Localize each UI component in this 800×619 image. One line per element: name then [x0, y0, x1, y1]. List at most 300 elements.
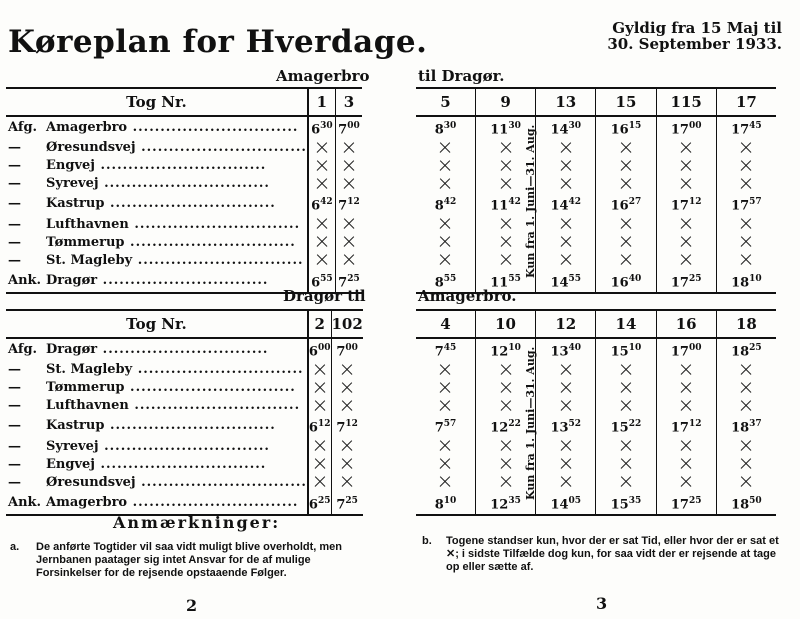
time-cell: [416, 397, 475, 415]
station-name: Øresundsvej: [46, 474, 136, 490]
train-number: 10: [475, 310, 535, 338]
inbound-left-table: [6, 309, 363, 516]
no-time-cross-icon: [560, 160, 572, 172]
station-row: [6, 252, 362, 270]
no-time-cross-icon: [560, 364, 572, 376]
time-cell: [656, 438, 716, 456]
no-time-cross-icon: [740, 400, 752, 412]
no-time-cross-icon: [620, 458, 632, 470]
time-cell: $17^{57}$: [716, 193, 776, 215]
time-cell: [331, 474, 363, 492]
time-cell: [416, 175, 475, 193]
station-row: [416, 193, 776, 215]
no-time-cross-icon: [560, 440, 572, 452]
train-number: 5: [416, 88, 475, 116]
no-time-cross-icon: [680, 254, 692, 266]
leader-dots: ..............................: [132, 362, 304, 378]
no-time-cross-icon: [740, 382, 752, 394]
time-cell: [716, 157, 776, 175]
train-number: 2: [308, 310, 331, 338]
station-prefix: —: [8, 252, 21, 268]
leader-dots: ..............................: [124, 234, 296, 250]
no-time-cross-icon: [560, 142, 572, 154]
no-time-cross-icon: [341, 476, 353, 488]
time-cell: [308, 252, 335, 270]
station-cell: [6, 157, 308, 175]
time-cell: [596, 139, 656, 157]
no-time-cross-icon: [680, 382, 692, 394]
station-row: [416, 234, 776, 252]
time-cell: $6^{30}$: [308, 116, 335, 139]
no-time-cross-icon: [316, 160, 328, 172]
time-cell: [596, 397, 656, 415]
station-cell: [6, 116, 308, 139]
time-cell: [596, 157, 656, 175]
time-cell: [308, 379, 331, 397]
time-cell: [596, 474, 656, 492]
train-number: 15: [596, 88, 656, 116]
time-cell: [536, 379, 596, 397]
station-prefix: —: [8, 474, 21, 490]
no-time-cross-icon: [680, 142, 692, 154]
time-cell: [656, 175, 716, 193]
station-row: [6, 456, 363, 474]
leader-dots: ..............................: [128, 216, 301, 232]
train-number: 1: [308, 88, 335, 116]
time-cell: [416, 361, 475, 379]
time-cell: [416, 456, 475, 474]
no-time-cross-icon: [740, 476, 752, 488]
time-cell: [331, 438, 363, 456]
no-time-cross-icon: [500, 400, 512, 412]
time-cell: [308, 234, 335, 252]
no-time-cross-icon: [439, 178, 451, 190]
time-cell: $17^{25}$: [656, 492, 716, 515]
station-row: [6, 438, 363, 456]
no-time-cross-icon: [439, 382, 451, 394]
station-row: [6, 415, 363, 437]
time-cell: $13^{40}$: [536, 338, 596, 361]
time-cell: [536, 252, 596, 270]
no-time-cross-icon: [500, 254, 512, 266]
time-cell: [716, 397, 776, 415]
time-cell: [536, 139, 596, 157]
time-cell: $8^{55}$: [416, 270, 475, 293]
station-cell: [6, 270, 308, 293]
no-time-cross-icon: [439, 476, 451, 488]
time-cell: [596, 456, 656, 474]
time-cell: [536, 234, 596, 252]
time-cell: $7^{25}$: [331, 492, 363, 515]
time-cell: [596, 438, 656, 456]
time-cell: [596, 175, 656, 193]
time-cell: [716, 252, 776, 270]
no-time-cross-icon: [316, 178, 328, 190]
train-number: 3: [335, 88, 362, 116]
no-time-cross-icon: [343, 236, 355, 248]
no-time-cross-icon: [500, 364, 512, 376]
no-time-cross-icon: [500, 382, 512, 394]
time-cell: [331, 397, 363, 415]
notes-heading: Anmærkninger:: [113, 513, 281, 532]
no-time-cross-icon: [343, 160, 355, 172]
time-cell: [416, 234, 475, 252]
no-time-cross-icon: [620, 476, 632, 488]
time-cell: [536, 157, 596, 175]
station-row: [416, 474, 776, 492]
station-cell: [6, 216, 308, 234]
time-cell: [416, 252, 475, 270]
time-cell: $17^{00}$: [656, 116, 716, 139]
time-cell: [308, 175, 335, 193]
no-time-cross-icon: [680, 236, 692, 248]
time-cell: [416, 216, 475, 234]
leader-dots: ..............................: [124, 380, 296, 396]
time-cell: [536, 438, 596, 456]
station-name: Tømmerup: [46, 380, 125, 396]
time-cell: [308, 438, 331, 456]
time-cell: [416, 379, 475, 397]
time-cell: $17^{25}$: [656, 270, 716, 293]
train-number: 102: [331, 310, 363, 338]
no-time-cross-icon: [343, 178, 355, 190]
time-cell: $12^{35}$: [475, 492, 535, 515]
station-name: Syrevej: [46, 438, 99, 454]
station-cell: [6, 361, 308, 379]
no-time-cross-icon: [680, 458, 692, 470]
time-cell: [335, 216, 362, 234]
station-name: St. Magleby: [46, 362, 133, 378]
time-cell: [656, 456, 716, 474]
time-cell: $6^{25}$: [308, 492, 331, 515]
station-prefix: Afg.: [8, 120, 38, 136]
time-cell: [716, 216, 776, 234]
no-time-cross-icon: [343, 218, 355, 230]
station-row: [416, 379, 776, 397]
station-row: [416, 338, 776, 361]
time-cell: [596, 252, 656, 270]
station-row: [416, 415, 776, 437]
station-cell: [6, 338, 308, 361]
time-cell: $11^{55}$: [475, 270, 535, 293]
no-time-cross-icon: [680, 440, 692, 452]
time-cell: [716, 438, 776, 456]
station-row: [6, 397, 363, 415]
leader-dots: ..............................: [94, 158, 267, 174]
note-a-marker: a.: [10, 541, 20, 553]
time-cell: [335, 252, 362, 270]
leader-dots: ..............................: [97, 342, 269, 358]
station-row: [416, 492, 776, 515]
leader-dots: ..............................: [127, 120, 299, 136]
no-time-cross-icon: [341, 382, 353, 394]
time-cell: [536, 175, 596, 193]
station-name: Lufthavnen: [46, 398, 129, 414]
vertical-note-outbound: Kun fra 1. Juni—31. Aug.: [524, 124, 537, 278]
station-row: [6, 175, 362, 193]
station-prefix: Ank.: [8, 272, 42, 288]
no-time-cross-icon: [680, 218, 692, 230]
station-name: Øresundsvej: [46, 140, 136, 156]
no-time-cross-icon: [500, 458, 512, 470]
station-row: [6, 157, 362, 175]
no-time-cross-icon: [500, 236, 512, 248]
station-name: Amagerbro: [46, 120, 128, 136]
no-time-cross-icon: [314, 382, 326, 394]
inbound-right-table: [416, 309, 776, 516]
station-row: [416, 252, 776, 270]
time-cell: $17^{45}$: [716, 116, 776, 139]
no-time-cross-icon: [740, 458, 752, 470]
time-cell: [308, 397, 331, 415]
time-cell: [716, 175, 776, 193]
station-row: [416, 438, 776, 456]
no-time-cross-icon: [620, 142, 632, 154]
no-time-cross-icon: [560, 476, 572, 488]
no-time-cross-icon: [740, 142, 752, 154]
time-cell: $11^{42}$: [475, 193, 535, 215]
note-b-marker: b.: [422, 535, 432, 547]
station-prefix: —: [8, 456, 21, 472]
leader-dots: ..............................: [98, 176, 270, 192]
leader-dots: ..............................: [97, 272, 269, 288]
time-cell: $15^{10}$: [596, 338, 656, 361]
time-cell: $7^{12}$: [335, 193, 362, 215]
time-cell: $18^{50}$: [716, 492, 776, 515]
time-cell: [536, 397, 596, 415]
station-row: [6, 234, 362, 252]
validity-line-1: Gyldig fra 15 Maj til: [612, 19, 782, 37]
time-cell: [716, 139, 776, 157]
time-cell: [536, 456, 596, 474]
train-number: 14: [596, 310, 656, 338]
no-time-cross-icon: [316, 254, 328, 266]
time-cell: $14^{30}$: [536, 116, 596, 139]
time-cell: [716, 234, 776, 252]
time-cell: $16^{40}$: [596, 270, 656, 293]
time-cell: [596, 216, 656, 234]
time-cell: $17^{00}$: [656, 338, 716, 361]
time-cell: $6^{00}$: [308, 338, 331, 361]
station-prefix: —: [8, 140, 21, 156]
train-number: 16: [656, 310, 716, 338]
station-prefix: —: [8, 196, 21, 212]
time-cell: [656, 252, 716, 270]
time-cell: $11^{30}$: [475, 116, 535, 139]
time-cell: $15^{35}$: [596, 492, 656, 515]
note-a-text: De anførte Togtider vil saa vidt muligt blive overholdt, men Jernbanen paatager sig intet Ansvar for de af mulige Forsinkelser for de rejsende opstaaende Følger.: [36, 541, 343, 579]
no-time-cross-icon: [740, 178, 752, 190]
no-time-cross-icon: [620, 440, 632, 452]
no-time-cross-icon: [439, 254, 451, 266]
train-number: 13: [536, 88, 596, 116]
station-name: Dragør: [46, 342, 98, 358]
time-cell: [308, 474, 331, 492]
station-cell: [6, 456, 308, 474]
no-time-cross-icon: [560, 400, 572, 412]
time-cell: [656, 361, 716, 379]
train-number: 115: [656, 88, 716, 116]
station-row: [6, 116, 362, 139]
no-time-cross-icon: [620, 400, 632, 412]
no-time-cross-icon: [500, 142, 512, 154]
train-number: 18: [716, 310, 776, 338]
station-row: [6, 193, 362, 215]
station-name: Syrevej: [46, 176, 99, 192]
station-cell: [6, 474, 308, 492]
station-prefix: —: [8, 418, 21, 434]
no-time-cross-icon: [680, 476, 692, 488]
no-time-cross-icon: [620, 364, 632, 376]
station-prefix: —: [8, 362, 21, 378]
no-time-cross-icon: [314, 476, 326, 488]
time-cell: [308, 157, 335, 175]
time-cell: [536, 216, 596, 234]
station-row: [416, 157, 776, 175]
station-row: [6, 492, 363, 515]
outbound-heading-left: Amagerbro: [276, 67, 370, 85]
time-cell: [536, 361, 596, 379]
no-time-cross-icon: [316, 142, 328, 154]
outbound-right-table: [416, 87, 776, 294]
no-time-cross-icon: [680, 178, 692, 190]
leader-dots: ..............................: [135, 474, 307, 490]
no-time-cross-icon: [620, 160, 632, 172]
time-cell: $18^{10}$: [716, 270, 776, 293]
time-cell: [596, 234, 656, 252]
station-name: Tømmerup: [46, 234, 125, 250]
no-time-cross-icon: [740, 160, 752, 172]
no-time-cross-icon: [500, 440, 512, 452]
time-cell: $8^{30}$: [434, 121, 457, 138]
station-prefix: —: [8, 438, 21, 454]
station-row: [416, 270, 776, 293]
time-cell: [331, 456, 363, 474]
time-cell: $7^{00}$: [331, 338, 363, 361]
no-time-cross-icon: [500, 160, 512, 172]
leader-dots: ..............................: [98, 438, 270, 454]
time-cell: $7^{00}$: [335, 116, 362, 139]
leader-dots: ..............................: [104, 418, 276, 434]
outbound-left-table: [6, 87, 362, 294]
time-cell: $7^{45}$: [434, 343, 457, 360]
station-cell: [6, 397, 308, 415]
train-number: 17: [716, 88, 776, 116]
no-time-cross-icon: [620, 236, 632, 248]
station-cell: [6, 234, 308, 252]
no-time-cross-icon: [500, 218, 512, 230]
station-row: [6, 379, 363, 397]
no-time-cross-icon: [560, 382, 572, 394]
time-cell: [331, 361, 363, 379]
time-cell: [335, 157, 362, 175]
station-prefix: Afg.: [8, 342, 38, 358]
no-time-cross-icon: [439, 400, 451, 412]
no-time-cross-icon: [343, 142, 355, 154]
train-number: 12: [536, 310, 596, 338]
station-row: [6, 139, 362, 157]
no-time-cross-icon: [439, 440, 451, 452]
time-cell: [416, 139, 475, 157]
time-cell: $6^{55}$: [308, 270, 335, 293]
time-cell: [656, 234, 716, 252]
time-cell: $14^{05}$: [536, 492, 596, 515]
station-row: [416, 361, 776, 379]
time-cell: $12^{22}$: [475, 415, 535, 437]
inbound-heading-right: Amagerbro.: [418, 287, 517, 305]
time-cell: [656, 139, 716, 157]
time-cell: [716, 474, 776, 492]
no-time-cross-icon: [439, 458, 451, 470]
station-row: [6, 361, 363, 379]
station-cell: [6, 438, 308, 456]
time-cell: [716, 379, 776, 397]
no-time-cross-icon: [316, 218, 328, 230]
no-time-cross-icon: [314, 458, 326, 470]
leader-dots: ..............................: [94, 456, 267, 472]
time-cell: $15^{22}$: [596, 415, 656, 437]
no-time-cross-icon: [341, 364, 353, 376]
station-name: Amagerbro: [46, 494, 128, 510]
time-cell: $6^{42}$: [308, 193, 335, 215]
station-name: Engvej: [46, 456, 95, 472]
station-cell: [6, 379, 308, 397]
time-cell: [416, 157, 475, 175]
leader-dots: ..............................: [132, 252, 304, 268]
no-time-cross-icon: [439, 364, 451, 376]
time-cell: [596, 361, 656, 379]
time-cell: $7^{57}$: [434, 419, 457, 436]
time-cell: $17^{12}$: [656, 415, 716, 437]
station-name: Dragør: [46, 272, 98, 288]
station-row: [6, 338, 363, 361]
tog-nr-label: Tog Nr.: [6, 88, 308, 116]
no-time-cross-icon: [620, 254, 632, 266]
time-cell: [656, 157, 716, 175]
time-cell: $14^{55}$: [536, 270, 596, 293]
no-time-cross-icon: [314, 364, 326, 376]
station-row: [416, 216, 776, 234]
time-cell: [656, 216, 716, 234]
station-row: [416, 397, 776, 415]
station-row: [6, 216, 362, 234]
page-number-left: 2: [186, 596, 198, 615]
station-row: [416, 175, 776, 193]
no-time-cross-icon: [560, 178, 572, 190]
no-time-cross-icon: [439, 218, 451, 230]
page-title: Køreplan for Hverdage.: [8, 24, 428, 60]
no-time-cross-icon: [343, 254, 355, 266]
no-time-cross-icon: [341, 458, 353, 470]
station-cell: [6, 193, 308, 215]
station-cell: [6, 139, 308, 157]
note-b-text: Togene standser kun, hvor der er sat Tid, eller hvor der er sat et ✕; i sidste Tilfælde dog kun, for saa vidt der er rejsende at tage op eller sætte af.: [446, 535, 779, 573]
time-cell: $7^{25}$: [335, 270, 362, 293]
station-name: Kastrup: [46, 418, 105, 434]
time-cell: [335, 139, 362, 157]
station-prefix: —: [8, 216, 21, 232]
no-time-cross-icon: [560, 236, 572, 248]
station-prefix: —: [8, 380, 21, 396]
leader-dots: ..............................: [128, 398, 301, 414]
no-time-cross-icon: [620, 178, 632, 190]
outbound-heading-right: til Dragør.: [418, 67, 505, 85]
validity-line-2: 30. September 1933.: [607, 35, 782, 53]
time-cell: [416, 438, 475, 456]
no-time-cross-icon: [680, 160, 692, 172]
no-time-cross-icon: [316, 236, 328, 248]
station-prefix: —: [8, 234, 21, 250]
